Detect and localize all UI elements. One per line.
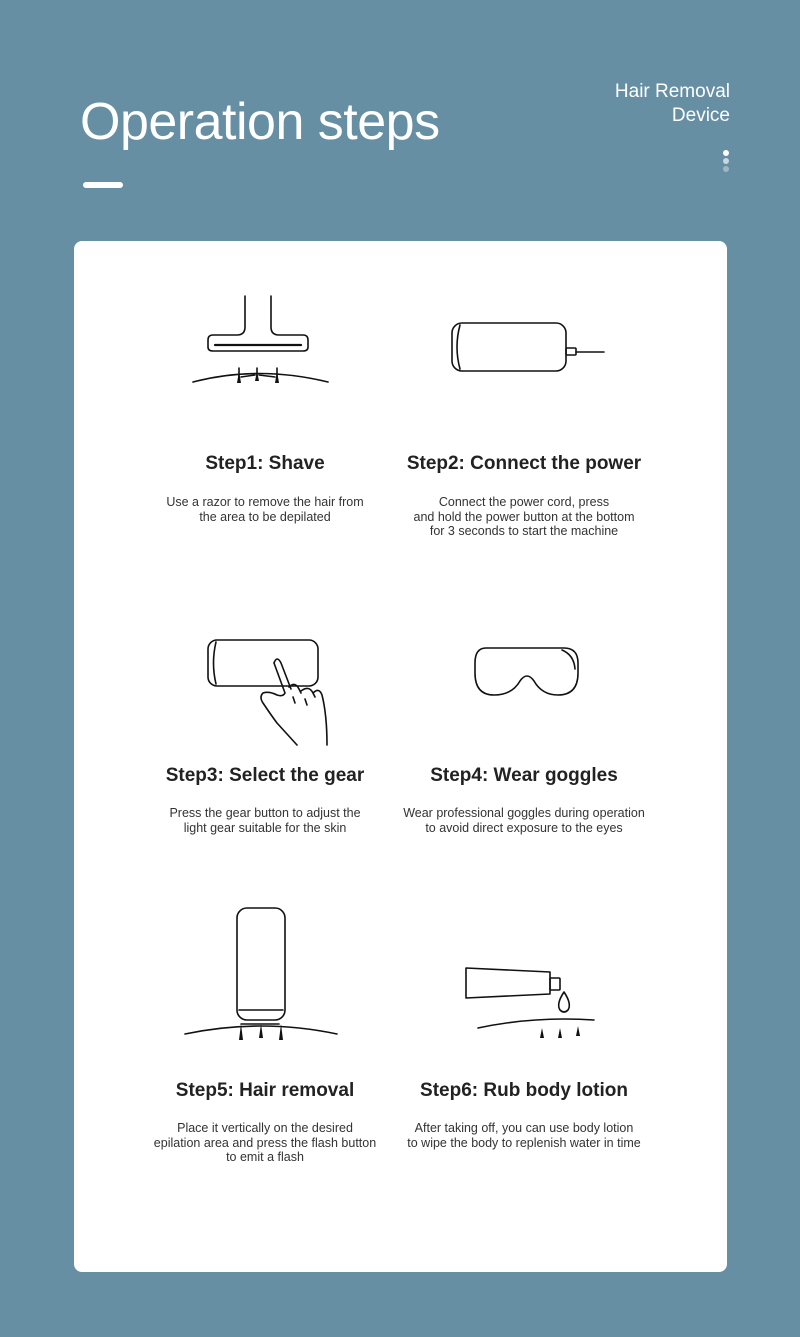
step-5-desc-line-2: epilation area and press the flash button xyxy=(153,1135,377,1150)
razor-icon xyxy=(191,295,331,387)
step-1-desc-line-1: Use a razor to remove the hair from xyxy=(166,495,364,509)
goggles-icon xyxy=(472,645,582,701)
brand-label xyxy=(615,80,730,128)
page-title: Operation steps xyxy=(80,93,440,151)
device-on-skin-icon xyxy=(183,906,343,1042)
title-underline xyxy=(83,182,123,188)
step-5-title: Step5: Hair removal xyxy=(175,1080,355,1101)
plugged-device-icon xyxy=(450,321,610,375)
step-6-desc-line-2: to wipe the body to replenish water in time xyxy=(407,1135,641,1150)
step-3-desc xyxy=(125,806,405,835)
step-4-desc-line-1: Wear professional goggles during operation xyxy=(403,806,645,820)
step-3-desc-line-2: light gear suitable for the skin xyxy=(183,820,347,835)
step-6-title: Step6: Rub body lotion xyxy=(420,1080,628,1101)
step-6-desc-line-1: After taking off, you can use body lotion xyxy=(414,1121,634,1135)
step-4-desc xyxy=(384,806,664,835)
step-2-desc-line-1: Connect the power cord, press xyxy=(438,495,610,509)
vertical-dots-icon xyxy=(723,150,731,174)
step-1-desc xyxy=(125,495,405,524)
step-5-desc xyxy=(125,1121,405,1165)
step-1-title: Step1: Shave xyxy=(205,453,325,474)
step-1-desc-line-2: the area to be depilated xyxy=(199,509,331,524)
step-2-desc xyxy=(384,495,664,539)
brand-line-1: Hair Removal xyxy=(614,81,730,102)
step-2-title: Step2: Connect the power xyxy=(406,453,642,474)
step-5-desc-line-1: Place it vertically on the desired xyxy=(177,1121,353,1135)
step-2-desc-line-2: and hold the power button at the bottom xyxy=(413,509,635,524)
step-3-desc-line-1: Press the gear button to adjust the xyxy=(169,806,361,820)
steps-card xyxy=(74,241,727,1272)
step-4-desc-line-2: to avoid direct exposure to the eyes xyxy=(425,820,623,835)
step-3-title: Step3: Select the gear xyxy=(165,765,365,786)
brand-line-2: Device xyxy=(671,105,730,126)
hand-press-icon xyxy=(205,637,335,749)
lotion-tube-icon xyxy=(464,964,604,1042)
step-6-desc xyxy=(384,1121,664,1150)
step-5-desc-line-3: to emit a flash xyxy=(226,1150,304,1164)
step-4-title: Step4: Wear goggles xyxy=(430,765,618,786)
step-2-desc-line-3: for 3 seconds to start the machine xyxy=(429,524,619,538)
